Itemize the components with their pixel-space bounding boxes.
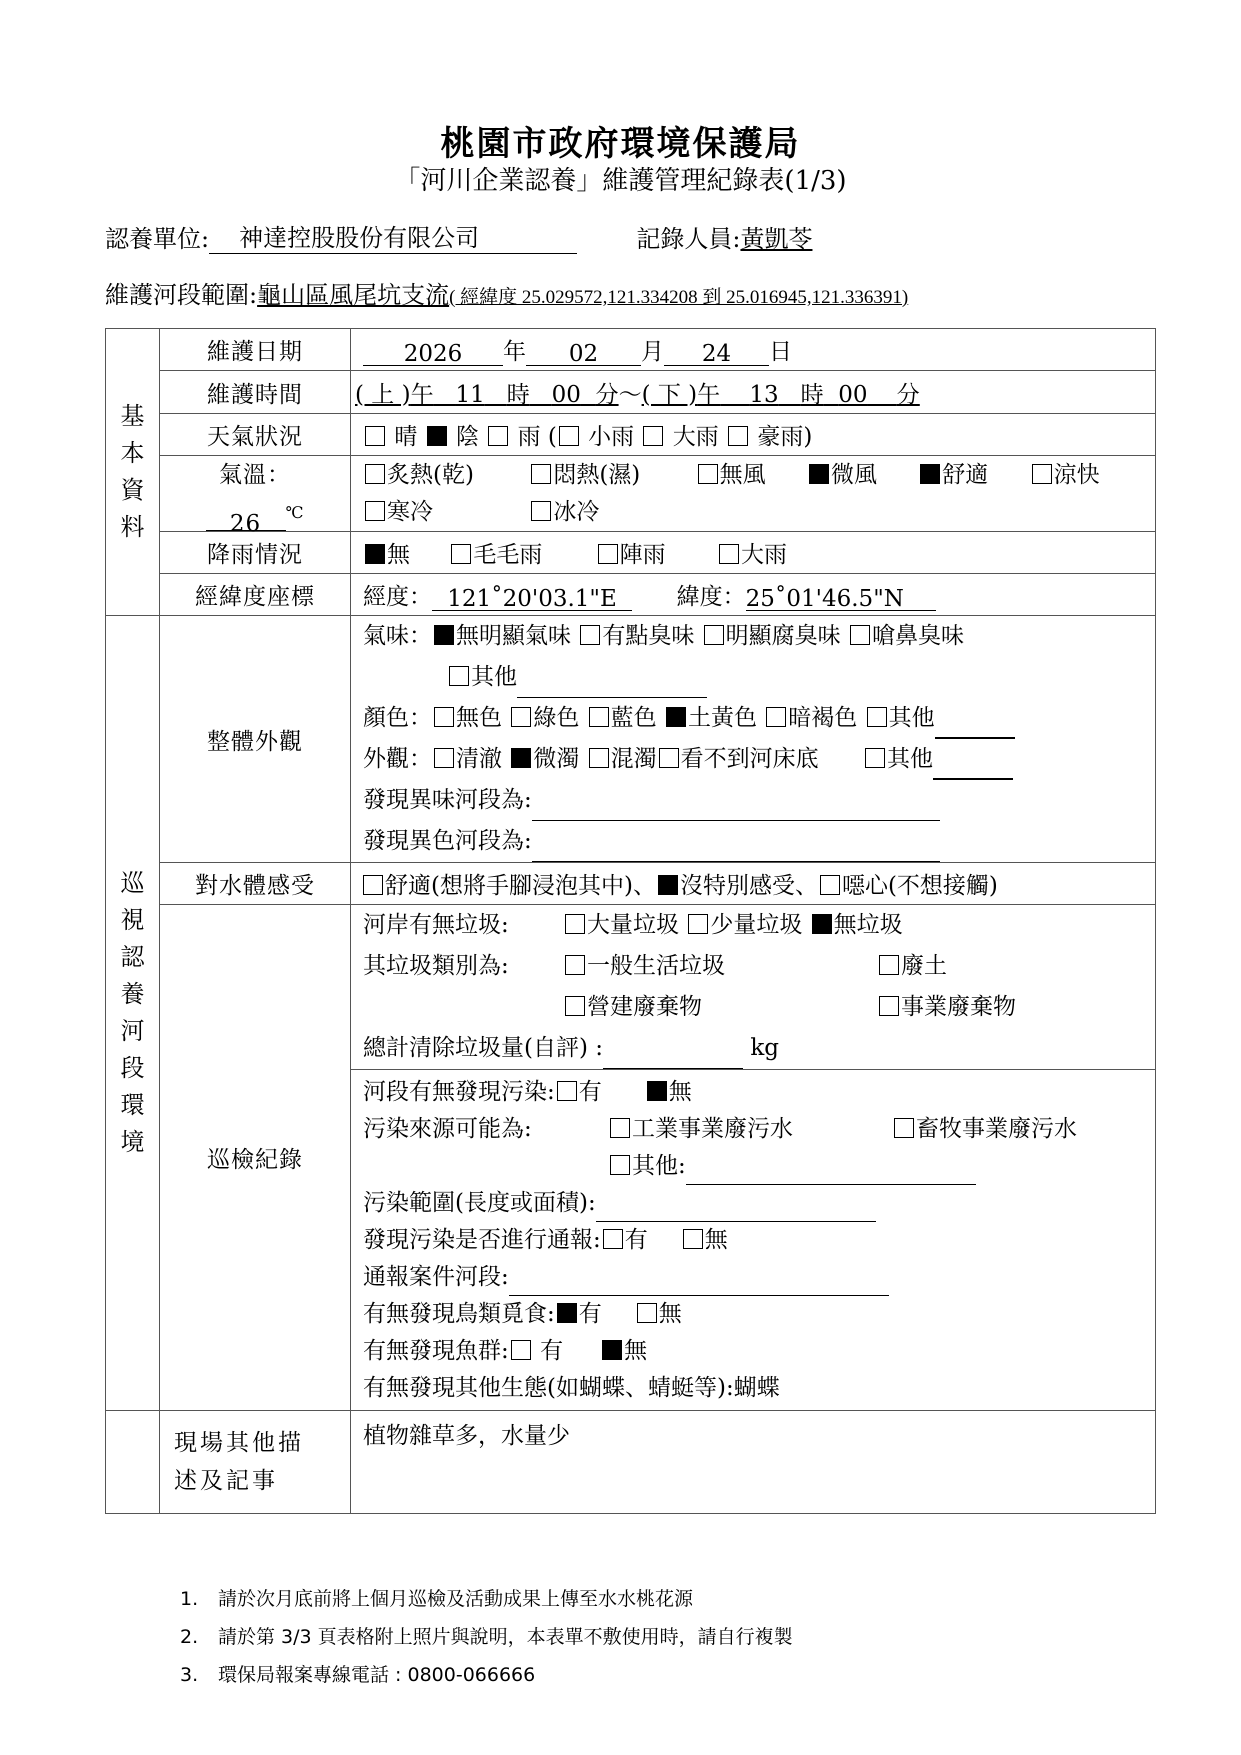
temp-cool-checkbox[interactable]: [1032, 464, 1052, 484]
time-label: 維護時間: [160, 371, 351, 414]
other-label: 現場其他描述及記事: [160, 1411, 351, 1514]
range-coords: ( 經緯度 25.029572,121.334208 到 25.016945,121.336391): [449, 287, 909, 308]
recorder-label: 記錄人員:: [636, 225, 741, 253]
odor-other-checkbox[interactable]: [449, 666, 469, 686]
start-time: ( 上 )午 11 時 00 分: [355, 381, 619, 408]
case-row: 通報案件河段:: [363, 1259, 1155, 1296]
color-green-checkbox[interactable]: [511, 707, 531, 727]
temp-breeze-checkbox[interactable]: [809, 464, 829, 484]
look-other-checkbox[interactable]: [865, 748, 885, 768]
source-other-checkbox[interactable]: [610, 1155, 630, 1175]
footnotes: [180, 1580, 793, 1694]
temp-cold-checkbox[interactable]: [365, 501, 385, 521]
feel-neutral-checkbox[interactable]: [658, 875, 678, 895]
odor-slight-checkbox[interactable]: [580, 625, 600, 645]
odor-section-row: 發現異味河段為:: [363, 780, 1155, 821]
other-section-blank: [106, 1411, 160, 1514]
range-row: 污染範圍(長度或面積):: [363, 1185, 1155, 1222]
month-value: 02: [526, 341, 641, 366]
report-row: 發現污染是否進行通報: 有 無: [363, 1226, 728, 1253]
look-no-bed-checkbox[interactable]: [659, 748, 679, 768]
color-section-row: 發現異色河段為:: [363, 821, 1155, 862]
total-row: 總計清除垃圾量(自評) : kg: [363, 1028, 1155, 1069]
appearance-details: [351, 616, 1156, 863]
pollution-yes-checkbox[interactable]: [557, 1081, 577, 1101]
look-row: 外觀： 清澈 微濁 混濁 看不到河床底 其他: [363, 739, 1155, 780]
record-label: 巡檢紀錄: [160, 905, 351, 1411]
feel-label: 對水體感受: [160, 863, 351, 905]
date-value: [351, 329, 1156, 371]
weather-heavy-rain-checkbox[interactable]: [643, 426, 663, 446]
weather-options: 晴 陰 雨 ( 小雨 大雨 豪雨): [351, 414, 1156, 456]
rain-shower-checkbox[interactable]: [598, 544, 618, 564]
rain-label: 降雨情況: [160, 532, 351, 574]
feel-options: 舒適(想將手腳浸泡其中)、 沒特別感受、 噁心(不想接觸): [351, 863, 1156, 905]
report-yes-checkbox[interactable]: [603, 1229, 623, 1249]
case-field[interactable]: [509, 1271, 889, 1296]
gtype-household-checkbox[interactable]: [565, 955, 585, 975]
note-1: 1. 請於次月底前將上個月巡檢及活動成果上傳至水水桃花源: [180, 1588, 694, 1610]
temp-hot-dry-checkbox[interactable]: [365, 464, 385, 484]
appearance-label: 整體外觀: [160, 616, 351, 863]
other-value[interactable]: 植物雜草多，水量少: [351, 1411, 1156, 1514]
gtype-row: 其垃圾類別為: 一般生活垃圾 廢土: [363, 953, 947, 979]
month-unit: 月: [641, 339, 664, 365]
look-clear-checkbox[interactable]: [434, 748, 454, 768]
day-unit: 日: [769, 339, 792, 365]
source-other-row: 其他:: [363, 1148, 1155, 1185]
feel-comfortable-checkbox[interactable]: [363, 875, 383, 895]
color-brown-checkbox[interactable]: [766, 707, 786, 727]
odor-other-row: 其他: [363, 657, 1155, 698]
temp-hot-humid-checkbox[interactable]: [531, 464, 551, 484]
time-value: [351, 371, 1156, 414]
garbage-details: [351, 905, 1156, 1070]
gtype-row-2: 營建廢棄物 事業廢棄物: [363, 987, 1155, 1028]
year-value: 2026: [363, 341, 503, 366]
range-line: [105, 275, 908, 310]
document-title: 桃園市政府環境保護局: [440, 124, 801, 164]
feel-disgust-checkbox[interactable]: [820, 875, 840, 895]
color-none-checkbox[interactable]: [434, 707, 454, 727]
color-yellow-checkbox[interactable]: [666, 707, 686, 727]
garbage-none-checkbox[interactable]: [812, 914, 832, 934]
note-2: 2. 請於第 3/3 頁表格附上照片與說明，本表單不敷使用時，請自行複製: [180, 1626, 793, 1648]
weather-cloudy-checkbox[interactable]: [427, 426, 447, 446]
rain-heavy-checkbox[interactable]: [719, 544, 739, 564]
basic-section-header: 基本資料: [106, 329, 160, 616]
pollution-no-checkbox[interactable]: [647, 1081, 667, 1101]
garbage-large-checkbox[interactable]: [565, 914, 585, 934]
gtype-soil-checkbox[interactable]: [879, 955, 899, 975]
color-section-field[interactable]: [532, 837, 940, 862]
temperature-value: 26: [206, 506, 286, 531]
range-label: 維護河段範圍:: [105, 281, 258, 309]
year-unit: 年: [503, 339, 526, 365]
source-livestock-checkbox[interactable]: [894, 1118, 914, 1138]
bird-yes-checkbox[interactable]: [557, 1303, 577, 1323]
source-row: 污染來源可能為: 工業事業廢污水 畜牧事業廢污水: [363, 1115, 1077, 1142]
weather-storm-checkbox[interactable]: [728, 426, 748, 446]
source-industrial-checkbox[interactable]: [610, 1118, 630, 1138]
gtype-construction-checkbox[interactable]: [565, 996, 585, 1016]
weather-sunny-checkbox[interactable]: [365, 426, 385, 446]
pollution-details: [351, 1070, 1156, 1411]
pollution-range-field[interactable]: [596, 1197, 876, 1222]
source-other-field[interactable]: [686, 1160, 976, 1185]
recorder-value: 黃凱苓: [740, 225, 813, 253]
odor-none-checkbox[interactable]: [434, 625, 454, 645]
rain-options: 無 毛毛雨 陣雨 大雨: [351, 532, 1156, 574]
unit-value: 神達控股股份有限公司: [209, 218, 577, 254]
fish-yes-checkbox[interactable]: [511, 1340, 531, 1360]
eco-row: 有無發現其他生態(如蝴蝶、蜻蜓等):蝴蝶: [363, 1374, 780, 1401]
bird-no-checkbox[interactable]: [637, 1303, 657, 1323]
report-no-checkbox[interactable]: [683, 1229, 703, 1249]
look-turbid-checkbox[interactable]: [589, 748, 609, 768]
weather-light-rain-checkbox[interactable]: [559, 426, 579, 446]
look-slightly-turbid-checkbox[interactable]: [511, 748, 531, 768]
rain-none-checkbox[interactable]: [365, 544, 385, 564]
total-field[interactable]: [603, 1044, 743, 1069]
fish-row: 有無發現魚群: 有 無: [363, 1337, 648, 1364]
eco-value: 蝴蝶: [733, 1374, 780, 1401]
fish-no-checkbox[interactable]: [602, 1340, 622, 1360]
weather-rain-checkbox[interactable]: [488, 426, 508, 446]
pollution-row: 河段有無發現污染: 有 無: [363, 1078, 692, 1105]
odor-pungent-checkbox[interactable]: [850, 625, 870, 645]
garbage-small-checkbox[interactable]: [688, 914, 708, 934]
longitude-value: 121˚20'03.1"E: [432, 586, 632, 611]
color-other-checkbox[interactable]: [867, 707, 887, 727]
temperature-label: 氣溫： 26 ℃: [160, 456, 351, 532]
latitude-value: 25˚01'46.5"N: [746, 586, 936, 611]
coord-label: 經緯度座標: [160, 574, 351, 616]
odor-rotten-checkbox[interactable]: [704, 625, 724, 645]
weather-label: 天氣狀況: [160, 414, 351, 456]
odor-section-field[interactable]: [532, 796, 940, 821]
bird-row: 有無發現鳥類覓食: 有 無: [363, 1300, 682, 1327]
record-form: [105, 328, 1156, 1514]
odor-row: 氣味： 無明顯氣味 有點臭味 明顯腐臭味 嗆鼻臭味: [363, 623, 964, 649]
patrol-section-header: 巡視認養河段環境: [106, 616, 160, 1411]
range-value: 龜山區風尾坑支流: [257, 281, 450, 309]
color-blue-checkbox[interactable]: [589, 707, 609, 727]
day-value: 24: [664, 341, 769, 366]
date-label: 維護日期: [160, 329, 351, 371]
temperature-options: 炙熱(乾) 悶熱(濕) 無風 微風 舒適 涼快 寒冷 冰冷: [351, 456, 1156, 532]
unit-label: 認養單位:: [105, 225, 210, 253]
rain-drizzle-checkbox[interactable]: [451, 544, 471, 564]
gtype-industrial-checkbox[interactable]: [879, 996, 899, 1016]
temp-comfortable-checkbox[interactable]: [920, 464, 940, 484]
temp-freezing-checkbox[interactable]: [531, 501, 551, 521]
unit-line: [105, 218, 812, 254]
tilde: ～: [618, 381, 642, 408]
document-subtitle: 「河川企業認養」維護管理紀錄表(1/3): [394, 166, 847, 196]
end-time: ( 下 )午 13 時 00 分: [641, 381, 920, 408]
coord-values: 經度： 121˚20'03.1"E 緯度：25˚01'46.5"N: [351, 574, 1156, 616]
garbage-row: 河岸有無垃圾: 大量垃圾 少量垃圾 無垃圾: [363, 912, 903, 938]
color-row: 顏色： 無色 綠色 藍色 土黃色 暗褐色 其他: [363, 698, 1155, 739]
temp-calm-checkbox[interactable]: [698, 464, 718, 484]
note-3: 3. 環保局報案專線電話 : 0800-066666: [180, 1664, 536, 1686]
